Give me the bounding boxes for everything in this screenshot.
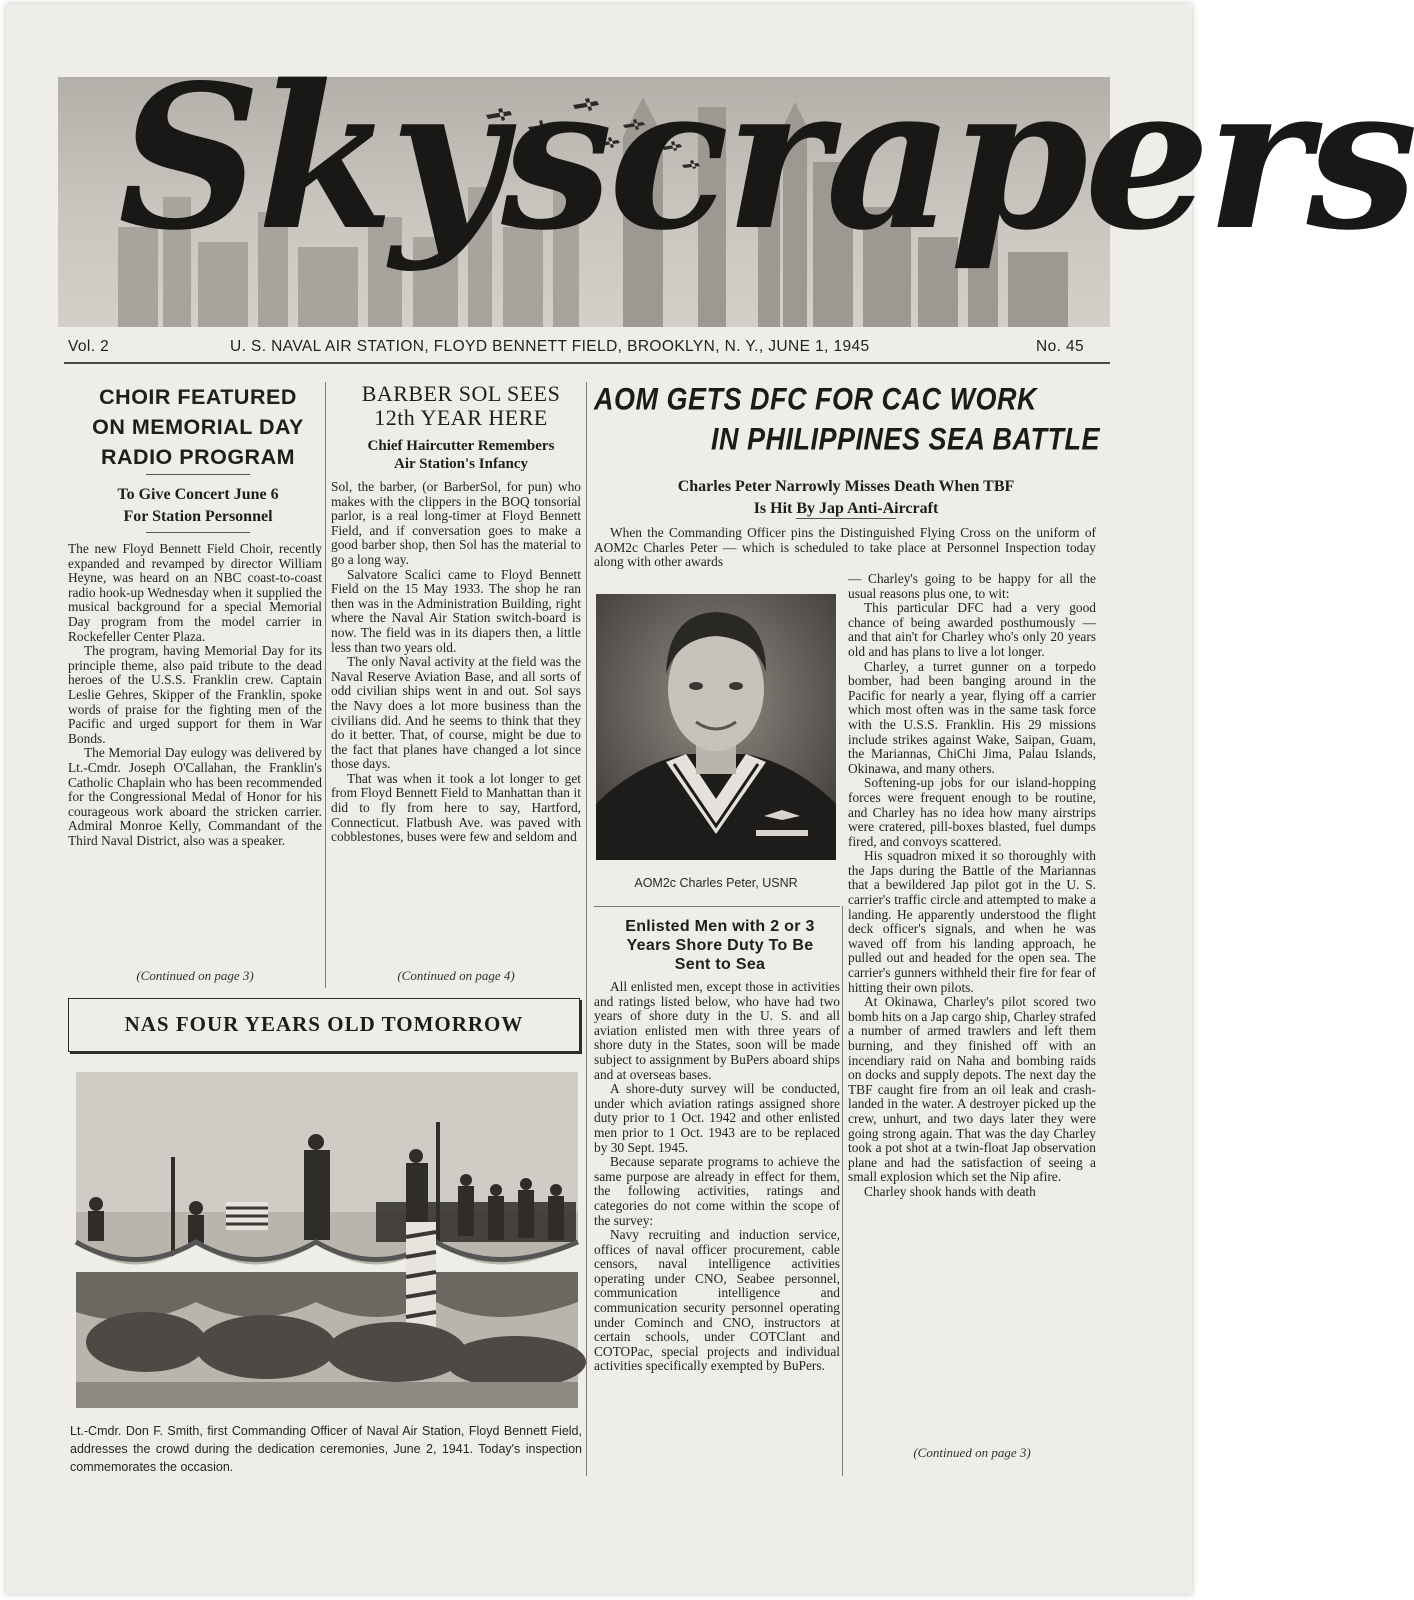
- station-dateline: U. S. NAVAL AIR STATION, FLOYD BENNETT FIELD, BROOKLYN, N. Y., JUNE 1, 1945: [230, 338, 870, 355]
- dedication-ceremony-photo: [76, 1072, 578, 1408]
- portrait-caption: AOM2c Charles Peter, USNR: [634, 876, 798, 890]
- aom-headline-line-1: AOM GETS DFC FOR CAC WORK: [594, 382, 1037, 417]
- section-rule: [594, 906, 840, 907]
- paragraph: A shore-duty survey will be conducted, under which aviation ratings assigned shore duty prior to 1 Oct. 1942 and other enlisted men prior to 1 Oct. 1943 are to be replaced by 30 Sept. 1945.: [594, 1081, 840, 1155]
- choir-headline: CHOIR FEATURED ON MEMORIAL DAY RADIO PROGRAM: [92, 385, 304, 469]
- enlisted-article-body: [594, 980, 840, 1374]
- aom-subheadline: Charles Peter Narrowly Misses Death When TBF Is Hit By Jap Anti-Aircraft: [677, 478, 1015, 517]
- enlisted-headline: Enlisted Men with 2 or 3 Years Shore Duty To Be Sent to Sea: [625, 918, 815, 973]
- column-rule: [842, 906, 843, 1476]
- masthead-title: Skyscrapers: [118, 41, 1414, 274]
- issue-number: No. 45: [1036, 338, 1085, 355]
- headline-rule: [796, 518, 896, 519]
- paragraph: This particular DFC had a very good chance of being awarded posthumously — and that ain't for Charley who's only 20 years old and has plans to live a lot longer.: [848, 600, 1096, 659]
- paragraph: Navy recruiting and induction service, offices of naval officer procurement, cable censors, naval intelligence activities operating under CNO, Seabee personnel, communication intelligence and communication security personnel operating under Cominch and CNO, instructors at certain schools, under COTClant and COTOPac, special projects and individual activities specifically exempted by BuPers.: [594, 1227, 840, 1374]
- paragraph: Softening-up jobs for our island-hopping forces were frequent enough to be routine, and Charley has no idea how many airstrips were cratered, pill-boxes blasted, fuel dumps fired, and convoys scattered.: [848, 775, 1096, 849]
- paragraph: The Memorial Day eulogy was delivered by Lt.-Cmdr. Joseph O'Callahan, the Franklin's Catholic Chaplain who has been recommended for the Congressional Medal of Honor for his courageous work aboard the stricken carrier. Admiral Monroe Kelly, Commandant of the Third Naval District, also was a speaker.: [68, 745, 322, 848]
- dateline-rule: [64, 362, 1110, 364]
- choir-article-body: [68, 542, 322, 848]
- nas-anniversary-box: [68, 998, 580, 1052]
- paragraph: The new Floyd Bennett Field Choir, recently expanded and revamped by director William Heyne, was heard on an NBC coast-to-coast radio hook-up Wednesday when it supplied the musical background for a special Memorial Day program from the model carrier in Rockefeller Center Plaza.: [68, 541, 322, 644]
- continued-note: (Continued on page 3): [136, 968, 254, 983]
- paragraph: Charley, a turret gunner on a torpedo bomber, had been banging around in the Pacific for nearly a year, flying off a carrier which most often was in the same task force with the U.S.S. Franklin. His 29 missions include strikes against Wake, Saipan, Guam, the Mariannas, ChiChi Jima, Palau Islands, Okinawa, and many others.: [848, 658, 1096, 776]
- ceremony-caption: Lt.-Cmdr. Don F. Smith, first Commanding Officer of Naval Air Station, Floyd Bennett Field, addresses the crowd during the dedication ceremonies, June 2, 1941. Today's inspection commemorates the occasion.: [70, 1424, 582, 1474]
- paragraph: His squadron mixed it so thoroughly with the Japs during the Battle of the Mariannas that a bewildered Jap pilot got in the U. S. carrier's traffic circle and attempted to make a landing. He apparently understood the flight deck officer's signals, and when he was waved off from his landing approach, he pulled out and headed for the open sea. The carrier's gunners withheld their fire for fear of hitting their own pilots.: [848, 848, 1096, 995]
- paragraph: All enlisted men, except those in activities and ratings listed below, who have had two years of shore duty in the U. S. and all aviation enlisted men with three years of shore duty in the States, soon will be made subject to assignment by BuPers aboard ships and at overseas bases.: [594, 979, 840, 1082]
- paragraph: At Okinawa, Charley's pilot scored two bomb hits on a Jap cargo ship, Charley strafed a number of armed trawlers and left them burning, and they finished off with an incendiary raid on Naha and bombing raids on docks and supply depots. The next day the TBF caught fire from an oil leak and crash-landed in the water. A destroyer picked up the crew, unhurt, and two days later they were going strong again. That was the day Charley took a pot shot at a twin-float Jap observation plane and had the satisfaction of seeing a small explosion which set the Nip afire.: [848, 994, 1096, 1185]
- barber-article-body: [331, 480, 581, 845]
- paragraph: Sol, the barber, (or BarberSol, for pun) who makes with the clippers in the BOQ tonsorial parlor, is a real long-timer at Floyd Bennett Field, and if conversation goes to make a good barber shop, then Sol has the material to go a long way.: [331, 479, 581, 567]
- barber-subheadline: Chief Haircutter Remembers Air Station's Infancy: [367, 438, 555, 472]
- paragraph: Charley shook hands with death: [864, 1183, 1036, 1199]
- headline-rule: [146, 474, 250, 475]
- nas-headline: NAS FOUR YEARS OLD TOMORROW: [124, 1012, 524, 1036]
- newspaper-page: [6, 4, 1414, 1594]
- aom-headline-line-2: IN PHILIPPINES SEA BATTLE: [710, 422, 1100, 457]
- continued-note: (Continued on page 3): [913, 1445, 1031, 1460]
- choir-subheadline: To Give Concert June 6 For Station Personnel: [117, 486, 279, 525]
- column-rule: [325, 382, 326, 988]
- barber-headline: BARBER SOL SEES 12th YEAR HERE: [361, 381, 561, 430]
- paragraph: That was when it took a lot longer to get from Floyd Bennett Field to Manhattan than it did to fly from here to say, Hartford, Connecticut. Flatbush Ave. was paved with cobblestones, buses were few and seldom and: [331, 770, 581, 845]
- masthead-banner: [58, 41, 1414, 327]
- continued-note: (Continued on page 4): [397, 968, 515, 983]
- paragraph: The program, having Memorial Day for its principle theme, also paid tribute to the dead heroes of the U.S.S. Franklin crew. Captain Leslie Gehres, Skipper of the Franklin, spoke words of praise for the fighting men of the Pacific and urged support for them in War Bonds.: [68, 643, 322, 746]
- aom-article-body: [848, 572, 1096, 1200]
- sailor-portrait-photo: [596, 594, 836, 860]
- paragraph: — Charley's going to be happy for all the usual reasons plus one, to wit:: [848, 571, 1096, 601]
- paragraph: Salvatore Scalici came to Floyd Bennett Field on the 15 May 1933. The shop he ran then was in the Administration Building, right where the Naval Air Station switch-board is now. The field was in its diapers then, a little less than two years old.: [331, 566, 581, 655]
- paragraph: The only Naval activity at the field was the Naval Reserve Aviation Base, and all sorts of odd civilian ships went in and out. Sol says the Navy does a lot more business than the civilians did. And he seems to think that they do it better. That, of course, might be due to the fact that planes have changed a lot since those days.: [331, 654, 581, 772]
- aom-article-lead: When the Commanding Officer pins the Distinguished Flying Cross on the uniform of AOM2c Charles Peter — which is scheduled to take place at Personnel Inspection today along with other awards: [594, 525, 1096, 570]
- column-rule: [586, 382, 587, 1476]
- headline-rule: [146, 532, 250, 533]
- volume-label: Vol. 2: [68, 338, 110, 355]
- paragraph: Because separate programs to achieve the same purpose are already in effect for them, the following activities, ratings and categories do not come within the scope of the survey:: [594, 1154, 840, 1228]
